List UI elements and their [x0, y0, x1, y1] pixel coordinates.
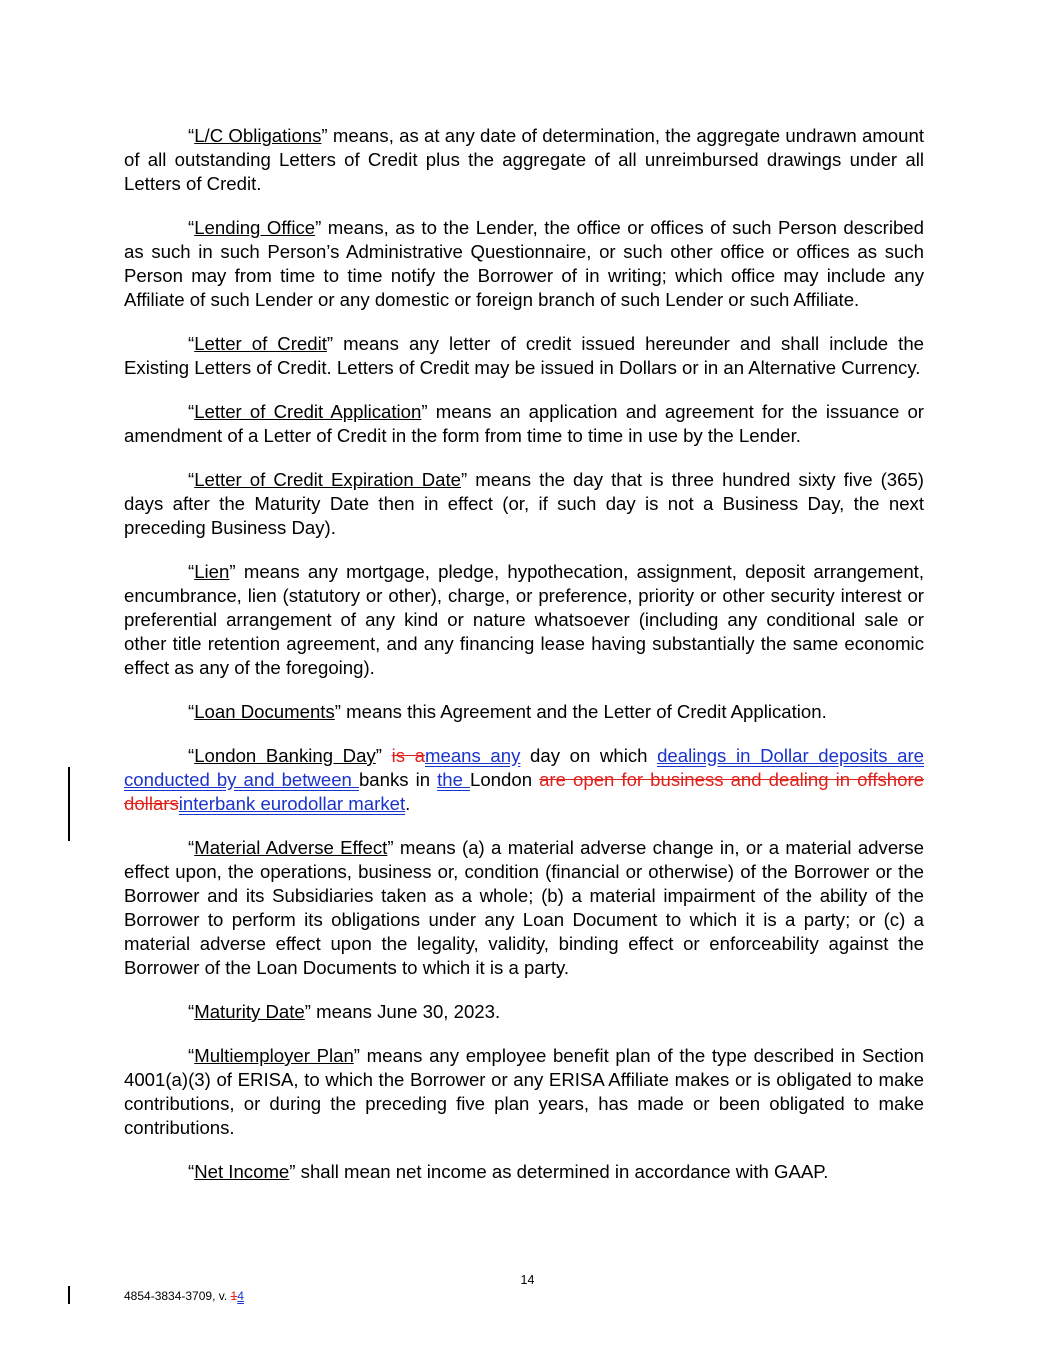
- close-quote: ”: [421, 401, 428, 422]
- definition-loc-application: [124, 400, 924, 448]
- change-bar: [68, 767, 70, 841]
- inserted-version: 4: [237, 1289, 244, 1303]
- inserted-text: interbank eurodollar market: [178, 793, 406, 814]
- definition-text: means, as to the Lender, the office or offices of such Person described as such in such Person’s Administrative Questionnaire, or such other office or offices as such Person may from time to time notify the Borrower of in writing; which office may include any Affiliate of such Lender or any domestic or foreign branch of such Lender or such Affiliate.: [124, 217, 924, 310]
- inserted-text: means any: [424, 745, 521, 766]
- definition-letter-of-credit: [124, 332, 924, 380]
- definition-text: shall mean net income as determined in accordance with GAAP.: [295, 1161, 829, 1182]
- definition-text: day on which: [520, 745, 658, 766]
- inserted-text: the: [437, 769, 470, 790]
- defined-term: Maturity Date: [194, 1001, 305, 1022]
- definitions-body: [124, 124, 924, 1204]
- definition-material-adverse-effect: [124, 836, 924, 980]
- definition-text: means (a) a material adverse change in, or a material adverse effect upon, the operations, business or, condition (financial or otherwise) of the Borrower or the Borrower and its Subsidiaries taken as a whole; (b) a material impairment of the ability of the Borrower to perform its obligations under any Loan Document to which it is a party; or (c) a material adverse effect upon the legality, validity, binding effect or enforceability against the Borrower of the Loan Documents to which it is a party.: [124, 837, 924, 978]
- footer-change-bar: [68, 1286, 70, 1304]
- defined-term: Net Income: [194, 1161, 290, 1182]
- close-quote: ”: [304, 1001, 311, 1022]
- open-quote: “: [188, 401, 195, 422]
- defined-term: Loan Documents: [194, 701, 335, 722]
- close-quote: ”: [321, 125, 328, 146]
- definition-lc-obligations: [124, 124, 924, 196]
- close-quote: ”: [387, 837, 394, 858]
- definition-maturity-date: [124, 1000, 924, 1024]
- close-quote: ”: [229, 561, 236, 582]
- defined-term: Lien: [194, 561, 230, 582]
- close-quote: ”: [334, 701, 341, 722]
- close-quote: ”: [375, 745, 392, 766]
- definition-net-income: [124, 1160, 924, 1184]
- close-quote: ”: [315, 217, 322, 238]
- definition-loc-expiration-date: [124, 468, 924, 540]
- open-quote: “: [188, 701, 195, 722]
- open-quote: “: [188, 469, 195, 490]
- definition-text: means this Agreement and the Letter of Credit Application.: [340, 701, 827, 722]
- open-quote: “: [188, 561, 195, 582]
- defined-term: London Banking Day: [194, 745, 376, 766]
- open-quote: “: [188, 333, 195, 354]
- defined-term: Letter of Credit Expiration Date: [194, 469, 462, 490]
- close-quote: ”: [289, 1161, 296, 1182]
- close-quote: ”: [326, 333, 334, 354]
- deleted-text: is a: [391, 745, 425, 766]
- close-quote: ”: [461, 469, 468, 490]
- definition-text: .: [405, 793, 411, 814]
- definition-loan-documents: [124, 700, 924, 724]
- open-quote: “: [188, 1161, 195, 1182]
- open-quote: “: [188, 837, 195, 858]
- definition-text: means any mortgage, pledge, hypothecation, assignment, deposit arrangement, encumbrance, lien (statutory or other), charge, or preference, priority or other security interest or preferential arrangement of any kind or nature whatsoever (including any conditional sale or other title retention agreement, and any financing lease having substantially the same economic effect as any of the foregoing).: [124, 561, 924, 678]
- defined-term: Material Adverse Effect: [194, 837, 388, 858]
- definition-text: means any letter of credit issued hereunder and shall include the Existing Letters of Credit. Letters of Credit may be issued in Dollars or in an Alternative Currency.: [124, 333, 924, 378]
- definition-lending-office: [124, 216, 924, 312]
- open-quote: “: [188, 217, 195, 238]
- definition-text: means any employee benefit plan of the type described in Section 4001(a)(3) of ERISA, to which the Borrower or any ERISA Affiliate makes or is obligated to make contributions, or during the preceding five plan years, has made or been obligated to make contributions.: [124, 1045, 924, 1138]
- close-quote: ”: [353, 1045, 360, 1066]
- footer-doc-id: [124, 1288, 244, 1304]
- definition-multiemployer-plan: [124, 1044, 924, 1140]
- defined-term: L/C Obligations: [194, 125, 322, 146]
- open-quote: “: [188, 1045, 195, 1066]
- inserted-text: dealings in Dollar deposits are conducted by and between: [124, 745, 925, 790]
- open-quote: “: [188, 125, 195, 146]
- definition-text: means the day that is three hundred sixty five (365) days after the Maturity Date then in effect (or, if such day is not a Business Day, the next preceding Business Day).: [124, 469, 924, 538]
- defined-term: Lending Office: [194, 217, 316, 238]
- definition-text: London: [470, 769, 540, 790]
- definition-london-banking-day: [124, 744, 924, 816]
- doc-id-text: 4854-3834-3709, v.: [124, 1289, 231, 1303]
- definition-lien: [124, 560, 924, 680]
- definition-text: banks in: [358, 769, 438, 790]
- definition-text: means, as at any date of determination, the aggregate undrawn amount of all outstanding Letters of Credit plus the aggregate of all unreimbursed drawings under all Letters of Credit.: [124, 125, 924, 194]
- deleted-version: 1: [230, 1289, 238, 1303]
- page-number: 14: [520, 1273, 535, 1287]
- open-quote: “: [188, 745, 195, 766]
- defined-term: Multiemployer Plan: [194, 1045, 354, 1066]
- defined-term: Letter of Credit: [194, 333, 327, 354]
- defined-term: Letter of Credit Application: [194, 401, 422, 422]
- open-quote: “: [188, 1001, 195, 1022]
- deleted-text: are open for business and dealing in offshore dollars: [124, 769, 925, 814]
- definition-text: means an application and agreement for the issuance or amendment of a Letter of Credit in the form from time to time in use by the Lender.: [124, 401, 925, 446]
- definition-text: means June 30, 2023.: [310, 1001, 501, 1022]
